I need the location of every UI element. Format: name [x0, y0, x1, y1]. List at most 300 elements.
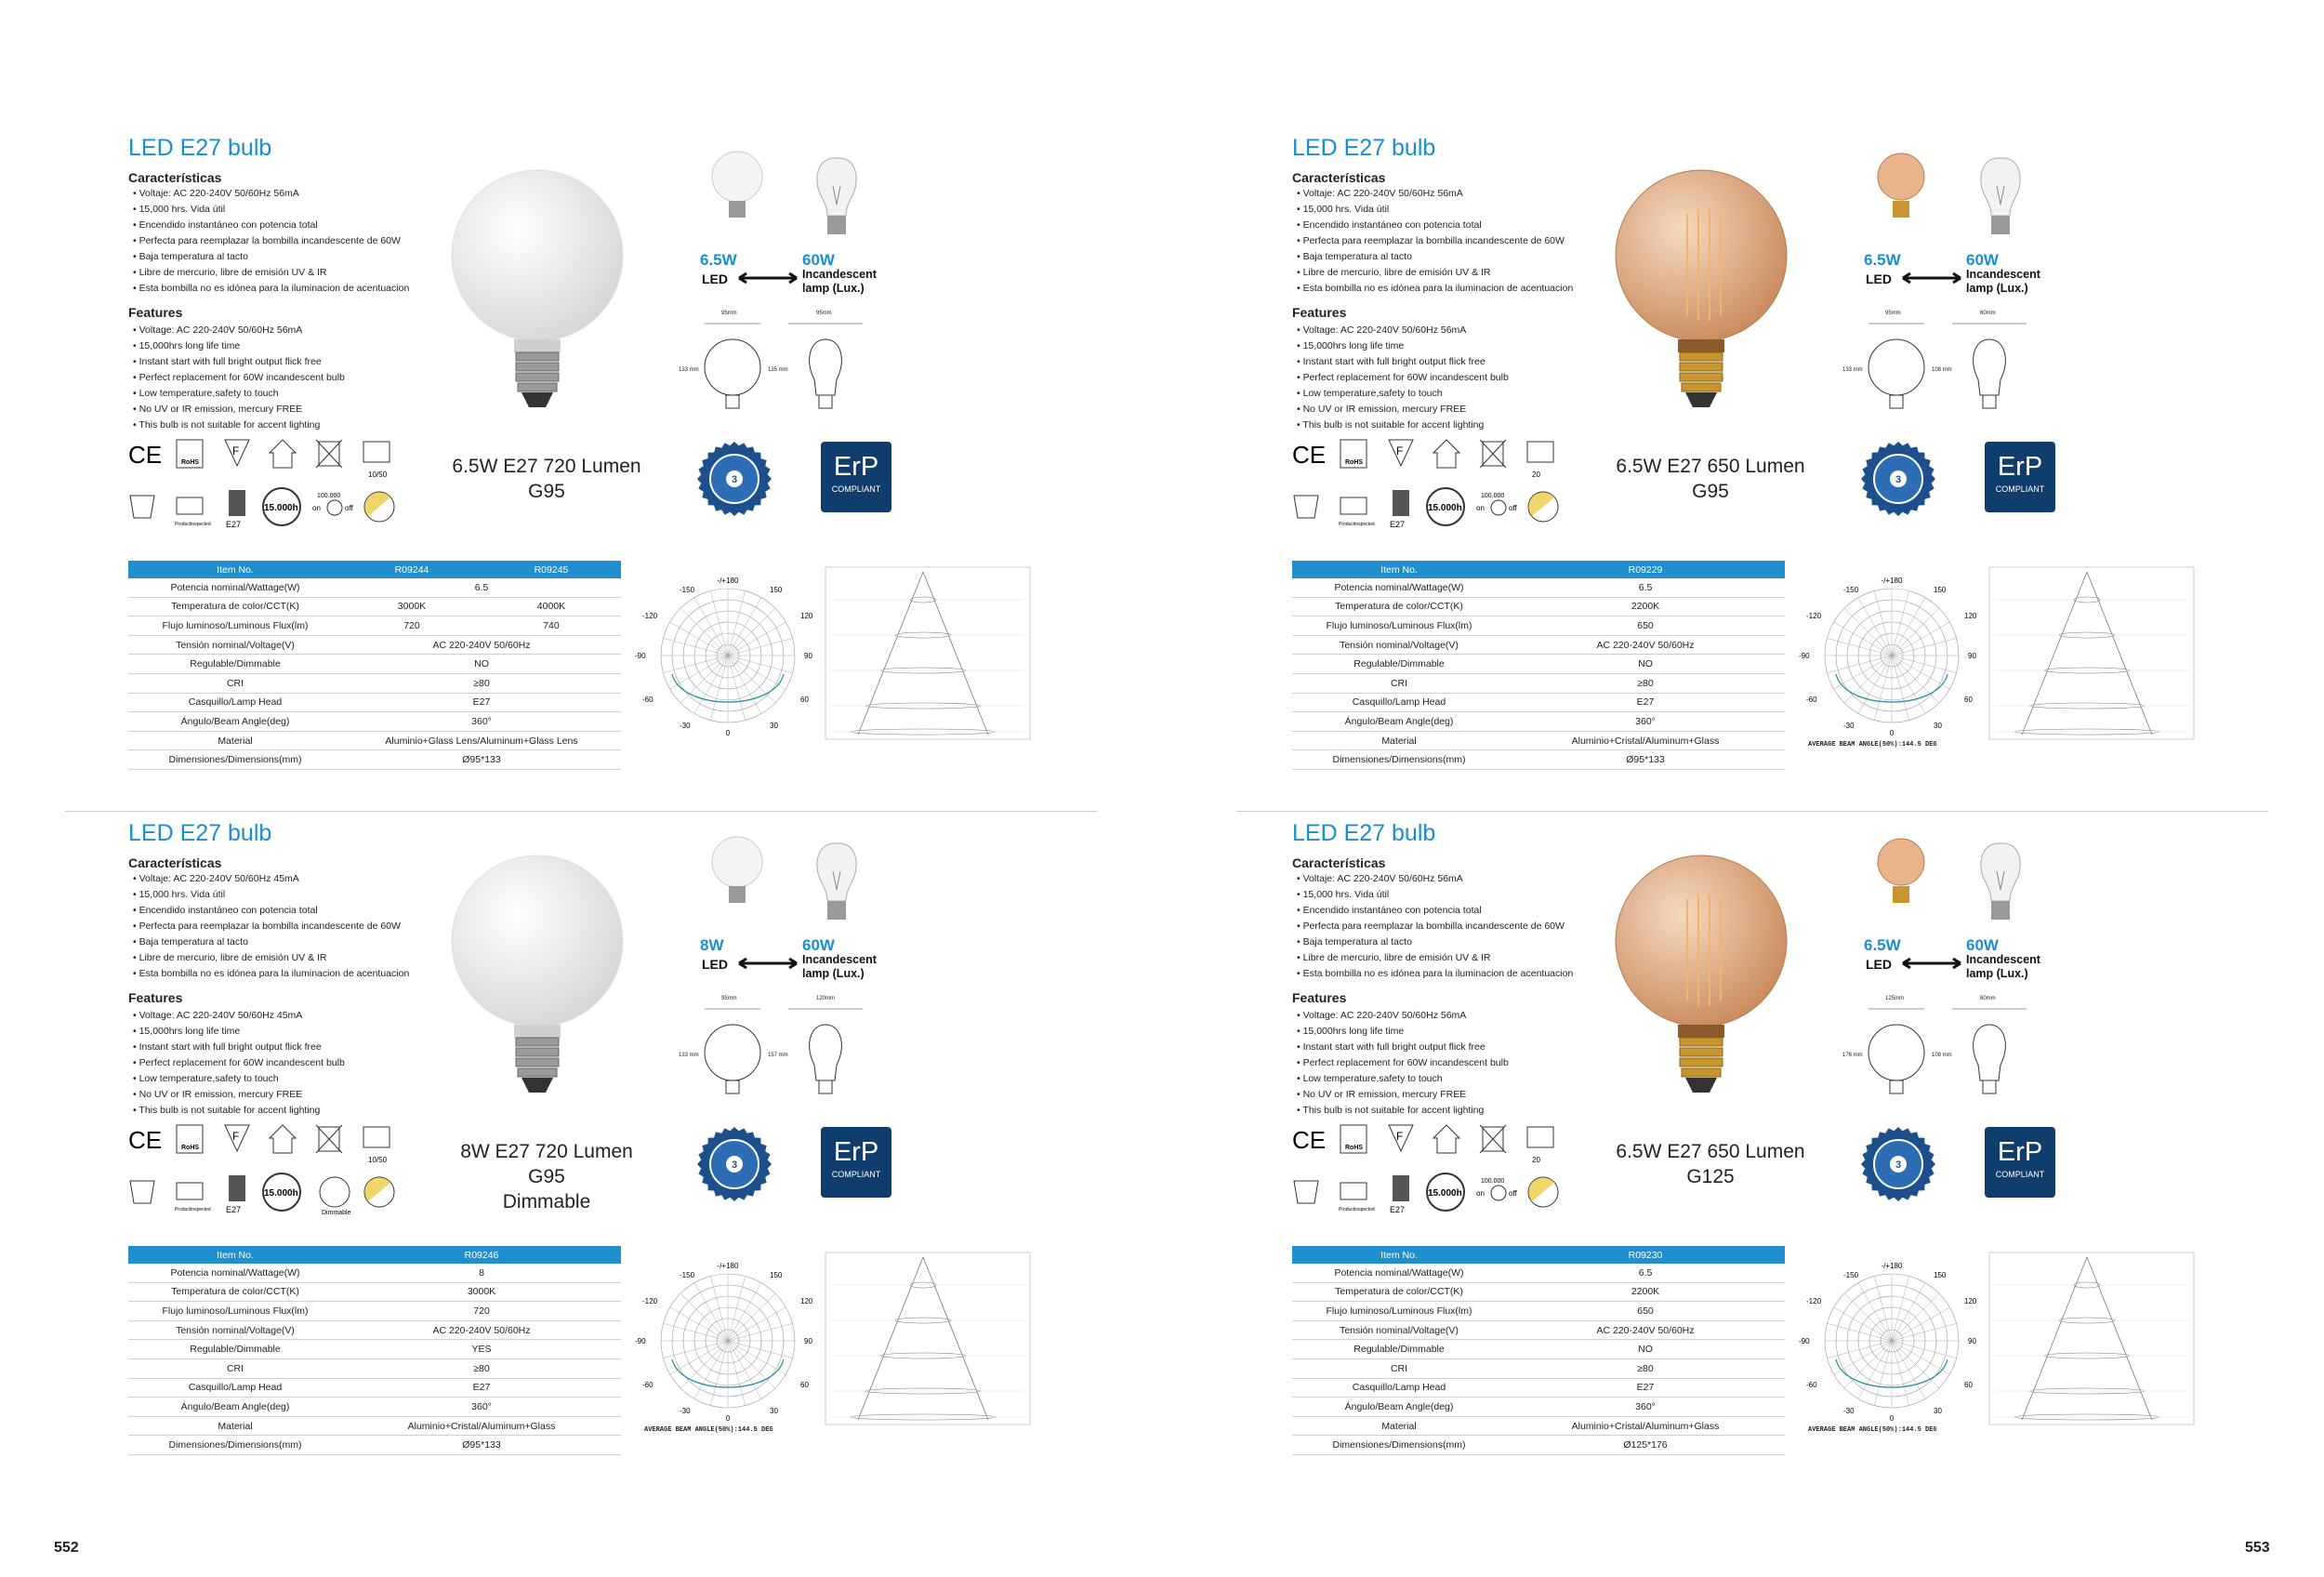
spec-row-label: Dimensiones/Dimensions(mm) [128, 1436, 342, 1455]
svg-text:F: F [232, 444, 240, 457]
spec-cell: 3000K [342, 597, 482, 616]
pack-qty: 20 [1532, 470, 1540, 479]
polar-label: 150 [1934, 586, 1947, 594]
polar-label: -60 [1806, 696, 1817, 704]
spec-cell: AC 220-240V 50/60Hz [342, 1320, 621, 1340]
ce-mark: CE [1292, 441, 1327, 469]
polar-label: 0 [725, 1414, 731, 1423]
polar-label: 60 [1964, 696, 1973, 704]
product-name-line: G95 [528, 1166, 565, 1187]
dim-width-2: 60mm [1980, 996, 1996, 1001]
spec-row-label: Temperatura de color/CCT(K) [1292, 1282, 1506, 1302]
spec-row [128, 578, 621, 597]
polar-label: 30 [1934, 1407, 1942, 1415]
spec-row-label: Potencia nominal/Wattage(W) [1292, 1264, 1506, 1282]
spec-row [1292, 1264, 1785, 1282]
dim-width-2: 95mm [816, 311, 832, 316]
incandescent-watt: 60W [802, 251, 835, 269]
polar-label: -90 [1799, 1337, 1810, 1345]
spec-row [1292, 750, 1785, 770]
spec-cell: Aluminio+Cristal/Aluminum+Glass [1506, 1416, 1785, 1436]
en-feature-item: • Instant start with full bright output flick free [1297, 1040, 1509, 1055]
spec-row [128, 1378, 621, 1398]
en-feature-item: • Perfect replacement for 60W incandescent bulb [133, 370, 345, 386]
spec-cell: Ø95*133 [342, 1436, 621, 1455]
incandescent-label: Incandescent lamp (Lux.) [802, 953, 877, 980]
spec-cell: 720 [342, 616, 482, 636]
hours-label: 15.000h [1428, 1188, 1462, 1199]
spec-header-key: Item No. [1292, 561, 1506, 578]
spec-row-label: Dimensiones/Dimensions(mm) [1292, 750, 1506, 770]
es-feature-item: • Esta bombilla no es idónea para la iluminacion de acentuacion [133, 281, 409, 297]
dim-height-1: 133 mm [679, 1053, 699, 1058]
es-feature-item: • Voltaje: AC 220-240V 50/60Hz 56mA [133, 186, 409, 202]
en-features-list [1297, 1008, 1509, 1119]
es-heading: Características [1292, 855, 1386, 870]
en-feature-item: • This bulb is not suitable for accent lighting [133, 417, 345, 433]
ce-mark: CE [128, 441, 163, 469]
polar-label: -60 [642, 696, 654, 704]
e27-label: E27 [1390, 1205, 1406, 1214]
es-feature-item: • Libre de mercurio, libre de emisión UV & IR [133, 265, 409, 281]
spec-row-label: Ángulo/Beam Angle(deg) [128, 1398, 342, 1417]
dim-width-1: 95mm [1885, 311, 1901, 316]
polar-label: 120 [1964, 1297, 1977, 1305]
sheet-title: LED E27 bulb [1292, 820, 1436, 846]
en-feature-item: • Low temperature,safety to touch [1297, 1071, 1509, 1087]
spec-cell: E27 [342, 1378, 621, 1398]
spec-cell: ≥80 [1506, 673, 1785, 693]
spec-cell: 650 [1506, 616, 1785, 636]
es-features-list [133, 186, 409, 297]
spec-row [128, 635, 621, 655]
en-features-list [133, 323, 345, 433]
es-feature-item: • Perfecta para reemplazar la bombilla incandescente de 60W [1297, 233, 1573, 249]
spec-row [1292, 1398, 1785, 1417]
spec-row [1292, 1282, 1785, 1302]
dim-width-2: 120mm [816, 996, 836, 1001]
spec-cell: 6.5 [342, 578, 621, 597]
es-feature-item: • Voltaje: AC 220-240V 50/60Hz 45mA [133, 871, 409, 887]
spec-header-item: R09244 [342, 561, 482, 578]
product-sheet-s3 [128, 820, 1132, 1480]
spec-row [128, 693, 621, 712]
pack-qty: 10/50 [368, 470, 388, 479]
spec-row-label: Potencia nominal/Wattage(W) [1292, 578, 1506, 597]
divider-right [1236, 811, 2268, 812]
spec-cell: 2200K [1506, 597, 1785, 616]
erp-small-label: COMPLIANT [831, 1170, 881, 1179]
spec-cell: AC 220-240V 50/60Hz [1506, 1320, 1785, 1340]
spec-cell: Ø95*133 [1506, 750, 1785, 770]
page-number-right: 553 [2245, 1540, 2270, 1556]
on-label: on [312, 504, 321, 512]
en-feature-item: • This bulb is not suitable for accent lighting [1297, 1103, 1509, 1119]
dimension-drawings [679, 311, 881, 418]
es-features-list [133, 871, 409, 982]
en-heading: Features [1292, 305, 1347, 320]
polar-label: 0 [1889, 1414, 1895, 1423]
es-feature-item: • Perfecta para reemplazar la bombilla incandescente de 60W [1297, 919, 1573, 934]
dim-width-1: 95mm [721, 311, 737, 316]
spec-row [128, 1398, 621, 1417]
e27-label: E27 [1390, 520, 1406, 529]
certification-icons [1292, 1118, 1627, 1220]
product-name [1580, 454, 1841, 504]
svg-text:3: 3 [731, 474, 738, 485]
svg-text:F: F [1396, 444, 1404, 457]
en-feature-item: • Voltage: AC 220-240V 50/60Hz 56mA [1297, 323, 1509, 338]
spec-cell: 360° [342, 712, 621, 732]
en-feature-item: • Voltage: AC 220-240V 50/60Hz 56mA [1297, 1008, 1509, 1024]
es-feature-item: • Baja temperatura al tacto [1297, 934, 1573, 950]
erp-small-label: COMPLIANT [1995, 1170, 2045, 1179]
incandescent-watt: 60W [802, 936, 835, 954]
on-label: on [1476, 1189, 1485, 1198]
dim-height-1: 176 mm [1842, 1053, 1863, 1058]
hours-label: 15.000h [264, 503, 298, 513]
illuminance-cone-diagram [821, 1248, 1035, 1438]
spec-row [1292, 1340, 1785, 1359]
spec-row-label: Potencia nominal/Wattage(W) [128, 1264, 342, 1282]
es-feature-item: • Encendido instantáneo con potencia total [1297, 218, 1573, 233]
en-feature-item: • Perfect replacement for 60W incandescent bulb [1297, 370, 1509, 386]
spec-row [128, 1340, 621, 1359]
double-arrow-icon [737, 957, 799, 970]
warranty-badge-icon [1861, 442, 1935, 521]
double-arrow-icon [1901, 272, 1962, 285]
polar-label: -60 [642, 1381, 654, 1389]
polar-label: -150 [1843, 1271, 1859, 1279]
spec-row [128, 616, 621, 636]
es-feature-item: • Baja temperatura al tacto [133, 249, 409, 265]
dim-height-1: 133 mm [679, 367, 699, 373]
led-label: LED [1866, 272, 1892, 286]
spec-row [1292, 712, 1785, 732]
en-feature-item: • Instant start with full bright output flick free [1297, 354, 1509, 370]
product-name-line: G95 [528, 481, 565, 502]
product-inspected-label: Productinspected [175, 1207, 211, 1213]
spec-row-label: Temperatura de color/CCT(K) [1292, 597, 1506, 616]
spec-cell: ≥80 [1506, 1358, 1785, 1378]
sheet-title: LED E27 bulb [1292, 135, 1436, 161]
rohs-label: RoHS [181, 459, 200, 466]
en-feature-item: • Perfect replacement for 60W incandescent bulb [1297, 1055, 1509, 1071]
spec-cell: 6.5 [1506, 578, 1785, 597]
es-features-list [1297, 871, 1573, 982]
rohs-label: RoHS [181, 1145, 200, 1151]
polar-label: 150 [770, 1271, 783, 1279]
product-bulb-image [449, 843, 626, 1122]
polar-label: -90 [635, 652, 646, 660]
en-feature-item: • Low temperature,safety to touch [133, 386, 345, 402]
product-name [416, 454, 677, 504]
page-number-left: 552 [54, 1540, 79, 1556]
en-heading: Features [128, 990, 183, 1005]
spec-row-label: CRI [128, 673, 342, 693]
spec-row [128, 731, 621, 750]
en-heading: Features [128, 305, 183, 320]
spec-cell: Aluminio+Cristal/Aluminum+Glass [1506, 731, 1785, 750]
cycles-label: 100.000 [1481, 1178, 1505, 1185]
dimension-drawings [1842, 996, 2045, 1104]
es-feature-item: • Esta bombilla no es idónea para la iluminacion de acentuacion [1297, 966, 1573, 982]
polar-label-top: -/+180 [1881, 576, 1903, 585]
en-feature-item: • Low temperature,safety to touch [1297, 386, 1509, 402]
en-feature-item: • This bulb is not suitable for accent lighting [133, 1103, 345, 1119]
es-feature-item: • Perfecta para reemplazar la bombilla incandescente de 60W [133, 233, 409, 249]
polar-label: -90 [1799, 652, 1810, 660]
cycles-label: 100.000 [317, 493, 341, 499]
warranty-badge-icon [697, 442, 772, 521]
incandescent-watt: 60W [1966, 936, 1999, 954]
spec-row-label: Potencia nominal/Wattage(W) [128, 578, 342, 597]
spec-cell: ≥80 [342, 1358, 621, 1378]
incandescent-label: Incandescent lamp (Lux.) [1966, 268, 2040, 295]
product-bulb-image [1613, 843, 1789, 1122]
spec-row-label: Ángulo/Beam Angle(deg) [1292, 1398, 1506, 1417]
polar-label: -30 [1843, 722, 1855, 730]
dim-height-2: 135 mm [768, 367, 788, 373]
spec-cell: Aluminio+Glass Lens/Aluminum+Glass Lens [342, 731, 621, 750]
dimension-drawings [1842, 311, 2045, 418]
en-feature-item: • No UV or IR emission, mercury FREE [1297, 402, 1509, 417]
spec-table [128, 1246, 621, 1455]
spec-row [1292, 1416, 1785, 1436]
spec-row-label: Regulable/Dimmable [128, 1340, 342, 1359]
spec-row [1292, 693, 1785, 712]
spec-cell: 8 [342, 1264, 621, 1282]
product-name-line: 6.5W E27 720 Lumen [452, 456, 641, 477]
spec-row [1292, 578, 1785, 597]
product-bulb-image [1613, 158, 1789, 437]
spec-row [128, 1282, 621, 1302]
spec-cell: 360° [1506, 712, 1785, 732]
led-watt: 8W [700, 936, 724, 954]
es-feature-item: • Encendido instantáneo con potencia total [1297, 903, 1573, 919]
es-heading: Características [1292, 170, 1386, 185]
spec-row-label: CRI [128, 1358, 342, 1378]
en-feature-item: • 15,000hrs long life time [1297, 338, 1509, 354]
spec-row-label: Material [1292, 731, 1506, 750]
erp-big-label: ErP [1997, 1137, 2043, 1167]
es-heading: Características [128, 855, 222, 870]
polar-label: -90 [635, 1337, 646, 1345]
en-feature-item: • Voltage: AC 220-240V 50/60Hz 45mA [133, 1008, 345, 1024]
spec-header-item: R09229 [1506, 561, 1785, 578]
en-feature-item: • This bulb is not suitable for accent lighting [1297, 417, 1509, 433]
spec-cell: 740 [482, 616, 621, 636]
spec-row-label: Casquillo/Lamp Head [1292, 1378, 1506, 1398]
product-sheet-s1 [128, 135, 1132, 795]
spec-cell: E27 [1506, 693, 1785, 712]
spec-cell: AC 220-240V 50/60Hz [1506, 635, 1785, 655]
polar-light-distribution-chart [1799, 572, 1985, 744]
certification-icons [128, 1118, 463, 1220]
incandescent-label: Incandescent lamp (Lux.) [802, 268, 877, 295]
product-sheet-s2 [1292, 135, 2296, 795]
spec-cell: E27 [342, 693, 621, 712]
spec-row-label: Flujo luminoso/Luminous Flux(lm) [128, 1302, 342, 1321]
beam-angle-note: AVERAGE BEAM ANGLE(50%):144.5 DEG [644, 1426, 773, 1434]
spec-row [1292, 673, 1785, 693]
es-feature-item: • Voltaje: AC 220-240V 50/60Hz 56mA [1297, 871, 1573, 887]
en-feature-item: • 15,000hrs long life time [133, 1024, 345, 1040]
erp-compliant-badge [1985, 442, 2055, 512]
es-feature-item: • Perfecta para reemplazar la bombilla incandescente de 60W [133, 919, 409, 934]
spec-row [128, 597, 621, 616]
es-features-list [1297, 186, 1573, 297]
product-name-line: 8W E27 720 Lumen [460, 1141, 633, 1162]
polar-label: 60 [800, 1381, 809, 1389]
wattage-comparison [700, 936, 942, 992]
spec-row [1292, 597, 1785, 616]
en-feature-item: • No UV or IR emission, mercury FREE [1297, 1087, 1509, 1103]
spec-row [1292, 1436, 1785, 1455]
es-feature-item: • Voltaje: AC 220-240V 50/60Hz 56mA [1297, 186, 1573, 202]
product-name [1580, 1139, 1841, 1189]
polar-label: 90 [1968, 652, 1976, 660]
erp-compliant-badge [1985, 1127, 2055, 1198]
led-label: LED [702, 272, 728, 286]
spec-cell: Ø95*133 [342, 750, 621, 770]
hours-label: 15.000h [264, 1188, 298, 1199]
spec-row-label: Ángulo/Beam Angle(deg) [1292, 712, 1506, 732]
product-name-line: G125 [1686, 1166, 1735, 1187]
spec-row-label: Temperatura de color/CCT(K) [128, 1282, 342, 1302]
en-feature-item: • 15,000hrs long life time [133, 338, 345, 354]
product-name-line: 6.5W E27 650 Lumen [1616, 456, 1805, 477]
svg-text:F: F [232, 1130, 240, 1143]
spec-row-label: Tensión nominal/Voltage(V) [1292, 635, 1506, 655]
svg-text:F: F [1396, 1130, 1404, 1143]
polar-label: -150 [680, 1271, 695, 1279]
es-feature-item: • Encendido instantáneo con potencia total [133, 218, 409, 233]
erp-compliant-badge [821, 442, 891, 512]
es-feature-item: • Encendido instantáneo con potencia total [133, 903, 409, 919]
en-heading: Features [1292, 990, 1347, 1005]
product-bulb-image [449, 158, 626, 437]
sheet-title: LED E27 bulb [128, 820, 272, 846]
polar-label: 120 [1964, 612, 1977, 620]
spec-header-item: R09230 [1506, 1246, 1785, 1264]
spec-row [128, 750, 621, 770]
product-inspected-label: Productinspected [1339, 1207, 1375, 1213]
spec-header-item: R09246 [342, 1246, 621, 1264]
spec-row [128, 1358, 621, 1378]
spec-row-label: Casquillo/Lamp Head [128, 1378, 342, 1398]
spec-row-label: Casquillo/Lamp Head [128, 693, 342, 712]
spec-row [128, 1320, 621, 1340]
spec-row-label: Flujo luminoso/Luminous Flux(lm) [1292, 616, 1506, 636]
product-name-line: Dimmable [502, 1191, 591, 1213]
erp-compliant-badge [821, 1127, 891, 1198]
off-label: off [345, 504, 353, 512]
es-feature-item: • Baja temperatura al tacto [133, 934, 409, 950]
polar-label: 30 [1934, 722, 1942, 730]
spec-row-label: CRI [1292, 1358, 1506, 1378]
erp-big-label: ErP [1997, 452, 2043, 482]
spec-row-label: Ángulo/Beam Angle(deg) [128, 712, 342, 732]
double-arrow-icon [737, 272, 799, 285]
svg-text:3: 3 [1895, 474, 1902, 485]
polar-label-top: -/+180 [1881, 1262, 1903, 1270]
spec-row-label: Dimensiones/Dimensions(mm) [1292, 1436, 1506, 1455]
erp-big-label: ErP [833, 452, 879, 482]
spec-cell: NO [342, 655, 621, 674]
polar-label: 90 [804, 1337, 812, 1345]
en-feature-item: • Instant start with full bright output flick free [133, 354, 345, 370]
spec-row [1292, 616, 1785, 636]
spec-row-label: Temperatura de color/CCT(K) [128, 597, 342, 616]
hours-label: 15.000h [1428, 503, 1462, 513]
e27-label: E27 [226, 1205, 242, 1214]
polar-label: 90 [804, 652, 812, 660]
spec-row [128, 712, 621, 732]
es-feature-item: • Baja temperatura al tacto [1297, 249, 1573, 265]
en-feature-item: • Perfect replacement for 60W incandescent bulb [133, 1055, 345, 1071]
beam-angle-note: AVERAGE BEAM ANGLE(50%):144.5 DEG [1808, 1426, 1937, 1434]
product-name-line: 6.5W E27 650 Lumen [1616, 1141, 1805, 1162]
spec-table [1292, 1246, 1785, 1455]
spec-row [128, 655, 621, 674]
spec-cell: NO [1506, 655, 1785, 674]
spec-cell: 2200K [1506, 1282, 1785, 1302]
spec-row [128, 1416, 621, 1436]
led-label: LED [1866, 957, 1892, 972]
es-feature-item: • Libre de mercurio, libre de emisión UV & IR [1297, 265, 1573, 281]
spec-cell: 360° [1506, 1398, 1785, 1417]
polar-label: -150 [680, 586, 695, 594]
dim-height-2: 108 mm [1932, 1053, 1952, 1058]
spec-row-label: Tensión nominal/Voltage(V) [1292, 1320, 1506, 1340]
polar-label: 60 [800, 696, 809, 704]
illuminance-cone-diagram [1985, 563, 2199, 753]
polar-label-top: -/+180 [717, 1262, 739, 1270]
en-feature-item: • Instant start with full bright output flick free [133, 1040, 345, 1055]
product-name-line: G95 [1692, 481, 1729, 502]
spec-header-key: Item No. [1292, 1246, 1506, 1264]
polar-light-distribution-chart [635, 1257, 821, 1429]
divider-left [65, 811, 1097, 812]
es-feature-item: • Libre de mercurio, libre de emisión UV & IR [1297, 950, 1573, 966]
off-label: off [1509, 1189, 1517, 1198]
product-inspected-label: Productinspected [1339, 522, 1375, 527]
dim-height-1: 133 mm [1842, 367, 1863, 373]
polar-label: 0 [1889, 729, 1895, 737]
spec-cell: 4000K [482, 597, 621, 616]
en-features-list [1297, 323, 1509, 433]
on-label: on [1476, 504, 1485, 512]
illuminance-cone-diagram [1985, 1248, 2199, 1438]
polar-label: 120 [800, 1297, 813, 1305]
wattage-comparison [700, 251, 942, 307]
dim-height-2: 108 mm [1932, 367, 1952, 373]
beam-angle-note: AVERAGE BEAM ANGLE(50%):144.5 DEG [1808, 741, 1937, 749]
spec-row [1292, 635, 1785, 655]
wattage-comparison [1864, 936, 2106, 992]
polar-label: -120 [1806, 1297, 1822, 1305]
product-sheet-s4 [1292, 820, 2296, 1480]
wattage-comparison [1864, 251, 2106, 307]
erp-big-label: ErP [833, 1137, 879, 1167]
dim-width-1: 95mm [721, 996, 737, 1001]
es-feature-item: • Esta bombilla no es idónea para la iluminacion de acentuacion [1297, 281, 1573, 297]
spec-cell: Ø125*176 [1506, 1436, 1785, 1455]
spec-cell: 720 [342, 1302, 621, 1321]
es-heading: Características [128, 170, 222, 185]
spec-header-key: Item No. [128, 561, 342, 578]
